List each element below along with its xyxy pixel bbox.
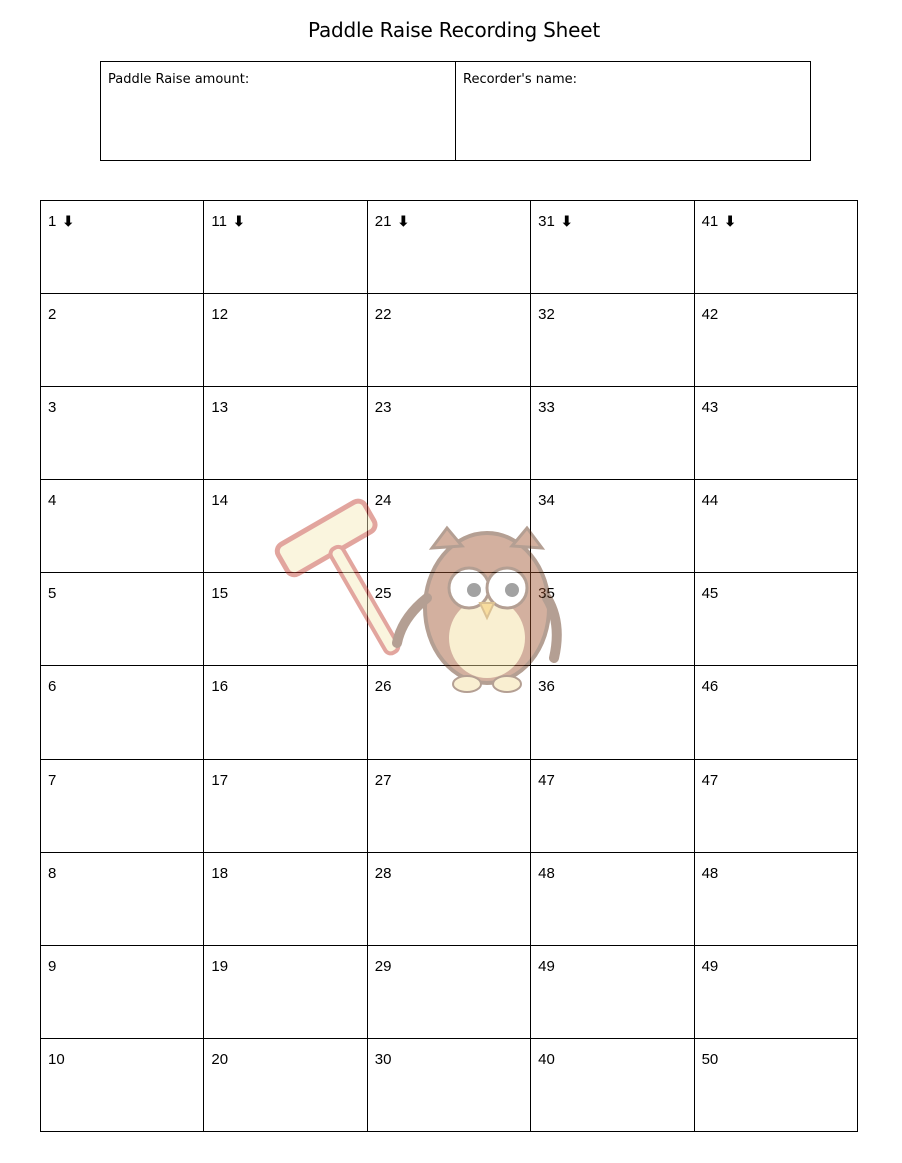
paddle-raise-amount-field[interactable] bbox=[101, 62, 455, 160]
paddle-number: 24 bbox=[374, 492, 392, 510]
grid-cell[interactable] bbox=[367, 480, 530, 573]
header-box bbox=[100, 61, 811, 161]
paddle-number: 12 bbox=[211, 306, 229, 324]
grid-cell[interactable] bbox=[694, 1038, 857, 1131]
paddle-number: 41 bbox=[701, 213, 719, 230]
grid-cell[interactable] bbox=[204, 480, 367, 573]
grid-cell[interactable] bbox=[694, 480, 857, 573]
grid-cell[interactable] bbox=[531, 1038, 694, 1131]
paddle-number: 28 bbox=[374, 864, 392, 882]
paddle-number: 49 bbox=[538, 957, 555, 975]
paddle-raise-amount-label: Paddle Raise amount: bbox=[108, 72, 250, 87]
grid-cell[interactable] bbox=[204, 294, 367, 387]
grid-cell[interactable] bbox=[531, 759, 694, 852]
grid-cell[interactable] bbox=[531, 294, 694, 387]
grid-cell[interactable] bbox=[531, 573, 694, 666]
grid-cell[interactable] bbox=[204, 1038, 367, 1131]
grid-cell[interactable] bbox=[694, 294, 857, 387]
grid-cell[interactable] bbox=[41, 759, 204, 852]
paddle-number: 33 bbox=[538, 399, 555, 417]
grid-row bbox=[41, 945, 858, 1038]
grid-cell[interactable] bbox=[204, 666, 367, 759]
paddle-number: 16 bbox=[211, 678, 229, 696]
grid-cell[interactable] bbox=[367, 1038, 530, 1131]
paddle-number: 27 bbox=[374, 771, 392, 789]
grid-cell[interactable] bbox=[204, 759, 367, 852]
grid-cell[interactable] bbox=[41, 666, 204, 759]
grid-cell[interactable] bbox=[531, 666, 694, 759]
grid-row bbox=[41, 759, 858, 852]
grid-cell[interactable] bbox=[367, 573, 530, 666]
grid-cell[interactable] bbox=[41, 1038, 204, 1131]
grid-cell[interactable] bbox=[41, 945, 204, 1038]
grid-cell[interactable] bbox=[367, 387, 530, 480]
grid-row bbox=[41, 480, 858, 573]
paddle-number: 4 bbox=[48, 492, 57, 510]
paddle-number: 48 bbox=[538, 864, 555, 882]
grid-cell[interactable] bbox=[204, 945, 367, 1038]
grid-cell[interactable] bbox=[41, 387, 204, 480]
grid-cell[interactable] bbox=[41, 573, 204, 666]
paddle-number: 46 bbox=[701, 678, 719, 696]
grid-cell[interactable] bbox=[531, 945, 694, 1038]
grid-cell[interactable] bbox=[41, 294, 204, 387]
grid-cell[interactable] bbox=[694, 201, 857, 294]
grid-cell[interactable] bbox=[41, 201, 204, 294]
page-title: Paddle Raise Recording Sheet bbox=[308, 18, 600, 42]
paddle-number: 21 bbox=[374, 213, 392, 230]
grid-cell[interactable] bbox=[531, 201, 694, 294]
arrow-down-icon: ⬇ bbox=[232, 213, 245, 229]
paddle-number: 13 bbox=[211, 399, 229, 417]
grid-cell[interactable] bbox=[204, 852, 367, 945]
paddle-number: 22 bbox=[374, 306, 392, 324]
paddle-number: 3 bbox=[48, 399, 57, 417]
paddle-number: 32 bbox=[538, 306, 555, 324]
paddle-number: 17 bbox=[211, 771, 229, 789]
paddle-number: 2 bbox=[48, 306, 57, 324]
grid-cell[interactable] bbox=[204, 573, 367, 666]
paddle-number: 19 bbox=[211, 957, 229, 975]
grid-cell[interactable] bbox=[204, 387, 367, 480]
grid-cell[interactable] bbox=[41, 480, 204, 573]
arrow-down-icon: ⬇ bbox=[397, 213, 410, 229]
grid-cell[interactable] bbox=[694, 387, 857, 480]
paddle-number: 1 bbox=[48, 213, 57, 230]
grid-cell[interactable] bbox=[531, 852, 694, 945]
paddle-number: 35 bbox=[538, 585, 555, 603]
grid-row bbox=[41, 294, 858, 387]
recorder-name-label: Recorder's name: bbox=[463, 72, 577, 87]
paddle-number: 29 bbox=[374, 957, 392, 975]
grid-cell[interactable] bbox=[367, 759, 530, 852]
paddle-number: 31 bbox=[538, 213, 555, 230]
paddle-number: 25 bbox=[374, 585, 392, 603]
paddle-number: 44 bbox=[701, 492, 719, 510]
arrow-down-icon: ⬇ bbox=[724, 213, 736, 229]
grid-cell[interactable] bbox=[531, 480, 694, 573]
grid-row bbox=[41, 666, 858, 759]
paddle-number: 10 bbox=[48, 1050, 65, 1068]
paddle-number: 5 bbox=[48, 585, 57, 603]
grid-cell[interactable] bbox=[694, 852, 857, 945]
grid-cell[interactable] bbox=[367, 945, 530, 1038]
grid-row bbox=[41, 387, 858, 480]
grid-row bbox=[41, 573, 858, 666]
paddle-number: 14 bbox=[211, 492, 229, 510]
paddle-number: 9 bbox=[48, 957, 57, 975]
grid-cell[interactable] bbox=[694, 759, 857, 852]
paddle-number: 43 bbox=[701, 399, 719, 417]
grid-row bbox=[41, 201, 858, 294]
paddle-number: 47 bbox=[538, 771, 555, 789]
grid-cell[interactable] bbox=[367, 201, 530, 294]
paddle-number: 20 bbox=[211, 1050, 229, 1068]
paddle-number: 30 bbox=[374, 1050, 392, 1068]
grid-row bbox=[41, 852, 858, 945]
grid-cell[interactable] bbox=[204, 201, 367, 294]
paddle-number: 42 bbox=[701, 306, 719, 324]
grid-row bbox=[41, 1038, 858, 1131]
arrow-down-icon: ⬇ bbox=[62, 213, 75, 229]
paddle-number-grid bbox=[40, 200, 858, 1132]
grid-cell[interactable] bbox=[531, 387, 694, 480]
paddle-number: 40 bbox=[538, 1050, 555, 1068]
paddle-number: 15 bbox=[211, 585, 229, 603]
grid-cell[interactable] bbox=[41, 852, 204, 945]
paddle-number: 36 bbox=[538, 678, 555, 696]
paddle-number: 50 bbox=[701, 1050, 719, 1068]
recorder-name-field[interactable] bbox=[455, 62, 810, 160]
grid-cell[interactable] bbox=[367, 666, 530, 759]
paddle-number: 45 bbox=[701, 585, 719, 603]
paddle-number: 26 bbox=[374, 678, 392, 696]
paddle-number: 7 bbox=[48, 771, 57, 789]
grid-cell[interactable] bbox=[694, 666, 857, 759]
paddle-number: 8 bbox=[48, 864, 57, 882]
grid-cell[interactable] bbox=[367, 294, 530, 387]
paddle-number: 18 bbox=[211, 864, 229, 882]
paddle-number: 47 bbox=[701, 771, 719, 789]
paddle-number: 49 bbox=[701, 957, 719, 975]
grid-cell[interactable] bbox=[694, 573, 857, 666]
paddle-number: 6 bbox=[48, 678, 57, 696]
paddle-number: 11 bbox=[211, 213, 227, 230]
paddle-number: 23 bbox=[374, 399, 392, 417]
paddle-number: 34 bbox=[538, 492, 555, 510]
arrow-down-icon: ⬇ bbox=[560, 213, 573, 229]
grid-cell[interactable] bbox=[694, 945, 857, 1038]
grid-cell[interactable] bbox=[367, 852, 530, 945]
paddle-number: 48 bbox=[701, 864, 719, 882]
